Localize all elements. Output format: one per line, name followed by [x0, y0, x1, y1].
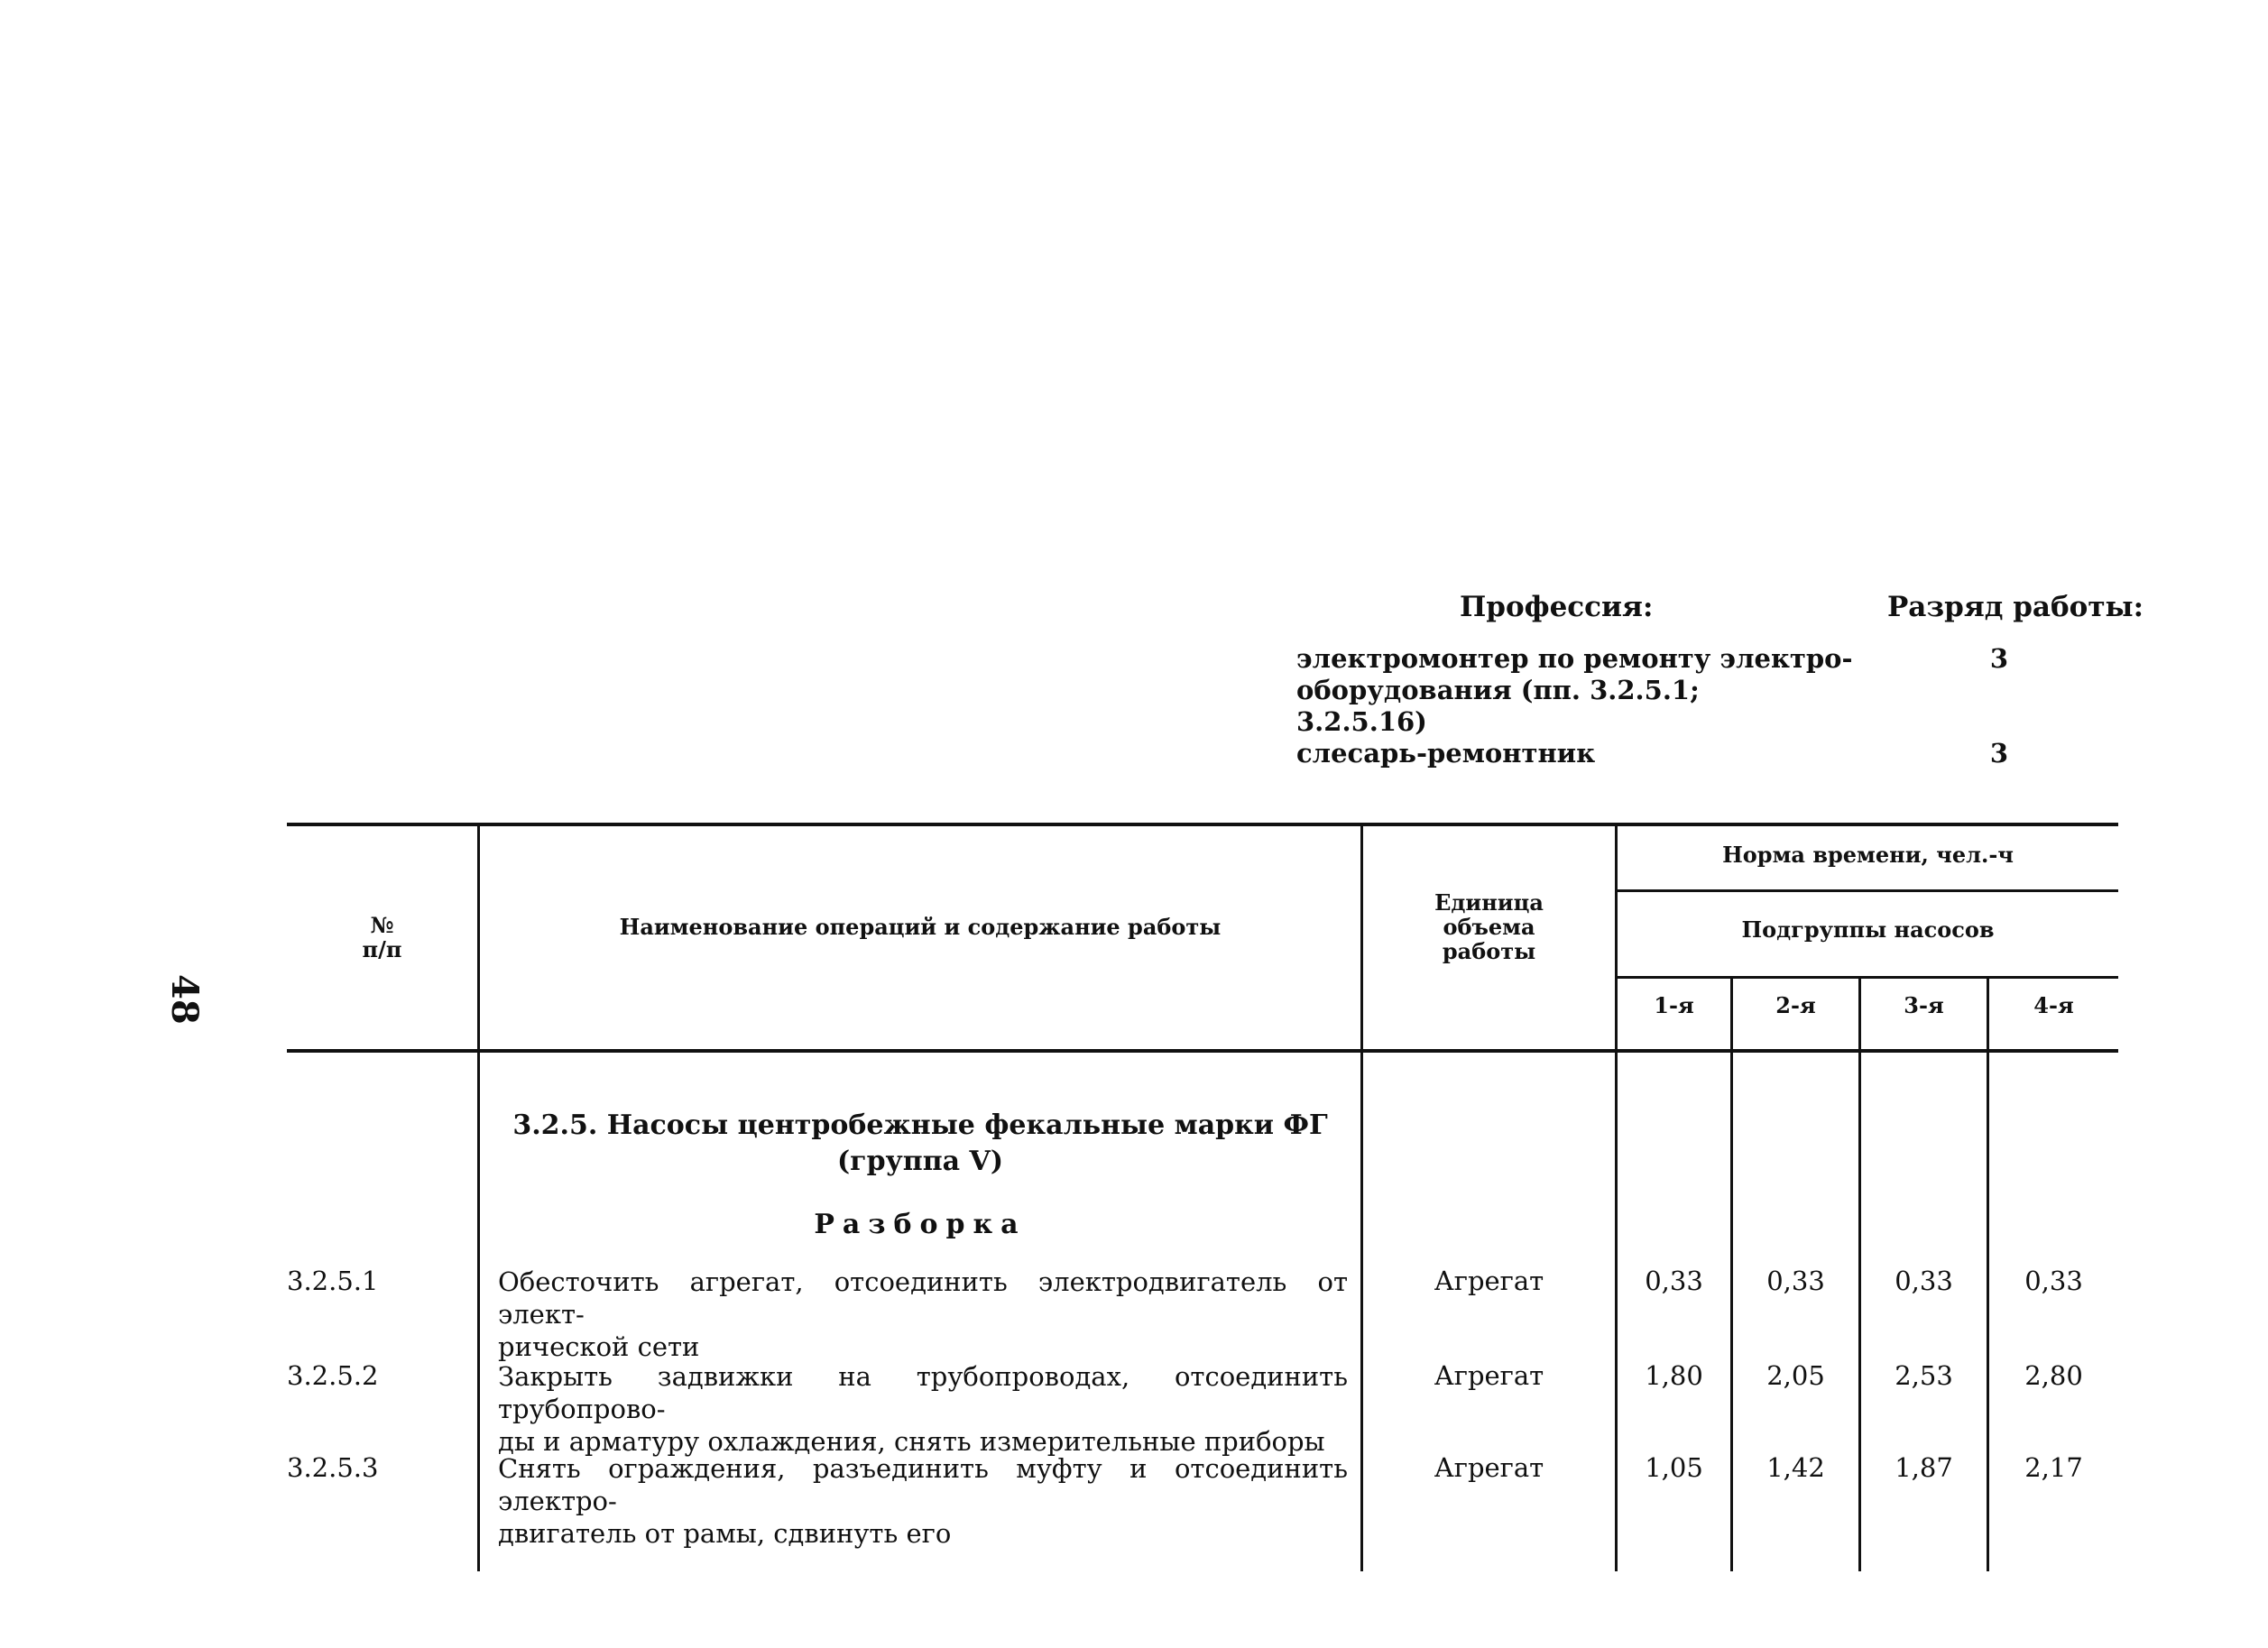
profession-entry-1-line-1: электромонтер по ремонту электро-	[1296, 643, 1853, 674]
norm-header-rule	[1615, 889, 2118, 892]
row-3-text-line-2: двигатель от рамы, сдвинуть его	[498, 1518, 952, 1549]
row-1-val-1: 0,33	[1645, 1266, 1703, 1296]
header-bottom-rule	[287, 1049, 2118, 1053]
section-title-line-1: 3.2.5. Насосы центробежные фекальные марки ФГ	[512, 1109, 1328, 1141]
profession-header: Профессия:	[1460, 591, 1654, 623]
row-2-text-line-2: ды и арматуру охлаждения, снять измерительные приборы	[498, 1426, 1325, 1457]
row-1-val-2: 0,33	[1766, 1266, 1825, 1296]
header-unit	[1363, 890, 1615, 963]
row-3-val-4: 2,17	[2024, 1452, 2083, 1483]
header-unit-line-3: работы	[1442, 938, 1536, 964]
header-num	[287, 913, 477, 962]
profession-entry-2	[1296, 738, 1595, 769]
header-norm: Норма времени, чел.-ч	[1722, 842, 2014, 868]
section-title	[480, 1108, 1360, 1180]
header-col-2: 2-я	[1775, 992, 1816, 1018]
row-3-val-1: 1,05	[1645, 1452, 1703, 1483]
header-unit-line-1: Единица	[1434, 889, 1544, 916]
row-3-val-3: 1,87	[1895, 1452, 1953, 1483]
table-top-rule	[287, 823, 2118, 826]
row-2-text	[498, 1360, 1348, 1458]
header-num-line-2: п/п	[362, 936, 402, 962]
row-1-text-line-1: Обесточить агрегат, отсоединить электродвигатель от элект-	[498, 1266, 1348, 1330]
profession-entry-1-line-3: 3.2.5.16)	[1296, 706, 1427, 737]
header-subgroups: Подгруппы насосов	[1741, 916, 1995, 943]
profession-entry-1	[1296, 643, 1853, 738]
header-col-3: 3-я	[1904, 992, 1944, 1018]
row-2-val-4: 2,80	[2024, 1360, 2083, 1391]
header-name: Наименование операций и содержание работы	[619, 914, 1222, 940]
row-3-val-2: 1,42	[1766, 1452, 1825, 1483]
row-1-unit: Агрегат	[1434, 1266, 1544, 1296]
row-1-val-3: 0,33	[1895, 1266, 1953, 1296]
section-title-line-2: (группа V)	[836, 1146, 1004, 1177]
row-2-val-1: 1,80	[1645, 1360, 1703, 1391]
profession-entry-1-grade: 3	[1989, 643, 2009, 674]
grade-header: Разряд работы:	[1887, 591, 2144, 623]
row-2-val-3: 2,53	[1895, 1360, 1953, 1391]
row-1-val-4: 0,33	[2024, 1266, 2083, 1296]
row-3-num: 3.2.5.3	[287, 1452, 379, 1483]
page-number: 48	[163, 974, 206, 1025]
row-2-unit: Агрегат	[1434, 1360, 1544, 1391]
row-2-val-2: 2,05	[1766, 1360, 1825, 1391]
profession-entry-2-grade: 3	[1989, 738, 2009, 769]
row-1-text	[498, 1266, 1348, 1363]
profession-entry-2-line-1: слесарь-ремонтник	[1296, 738, 1596, 769]
row-3-text	[498, 1452, 1348, 1550]
header-col-1: 1-я	[1654, 992, 1694, 1018]
row-1-num: 3.2.5.1	[287, 1266, 379, 1296]
row-2-text-line-1: Закрыть задвижки на трубопроводах, отсоединить трубопрово-	[498, 1361, 1348, 1424]
row-3-text-line-1: Снять ограждения, разъединить муфту и отсоединить электро-	[498, 1453, 1348, 1516]
header-num-line-1: №	[370, 912, 394, 938]
profession-entry-1-line-2: оборудования (пп. 3.2.5.1;	[1296, 675, 1700, 705]
row-1-text-line-2: рической сети	[498, 1331, 700, 1362]
subsection-title: Разборка	[814, 1209, 1027, 1240]
row-3-unit: Агрегат	[1434, 1452, 1544, 1483]
header-col-4: 4-я	[2033, 992, 2074, 1018]
header-unit-line-2: объема	[1443, 914, 1535, 940]
subgroup-header-rule	[1615, 976, 2118, 979]
row-2-num: 3.2.5.2	[287, 1360, 379, 1391]
